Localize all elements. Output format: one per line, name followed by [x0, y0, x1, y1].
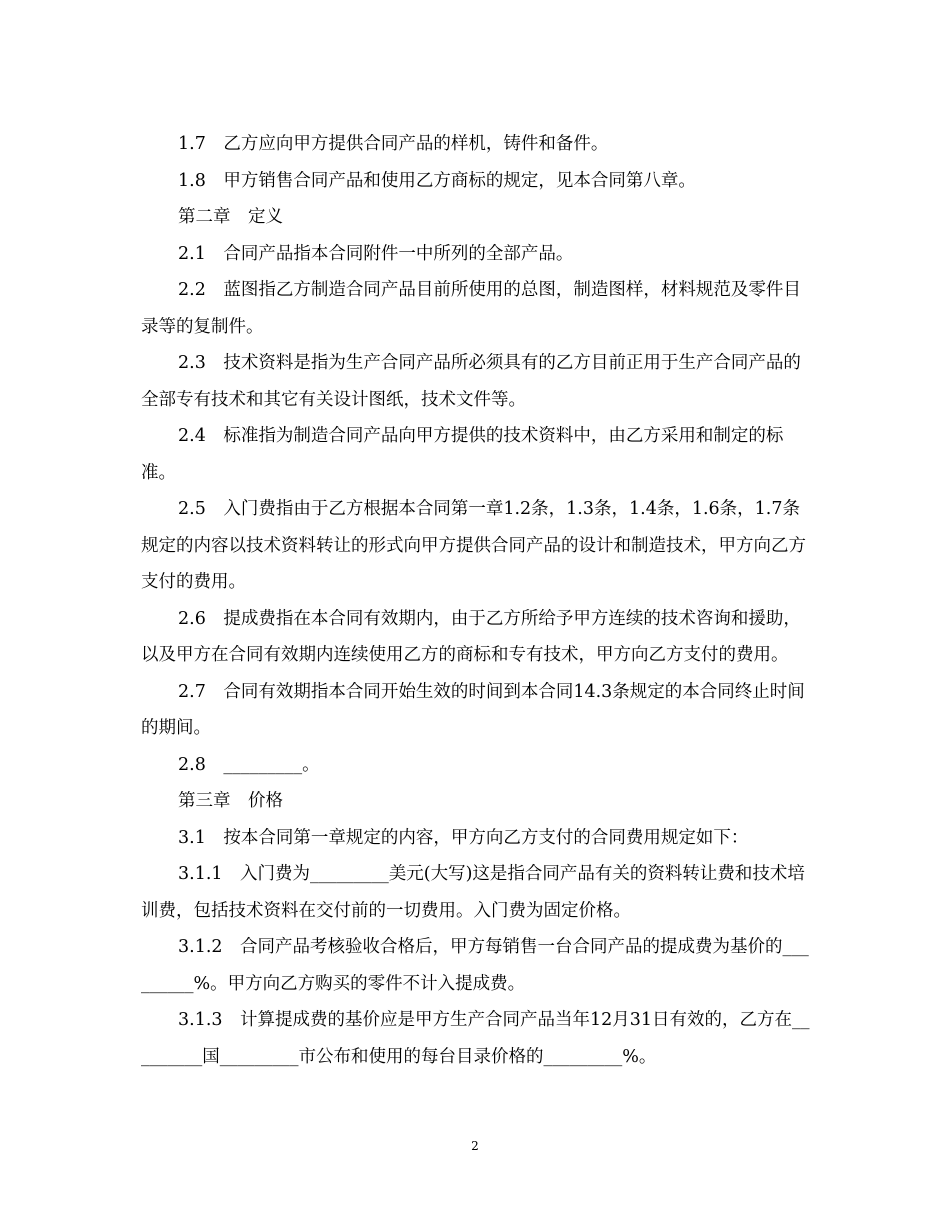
paragraph-2-1: 2.1 合同产品指本合同附件一中所列的全部产品。 [178, 243, 574, 264]
document-body [141, 126, 813, 1075]
paragraph-1-7: 1.7 乙方应向甲方提供合同产品的样机，铸件和备件。 [178, 134, 609, 154]
paragraph-3-1: 3.1 按本合同第一章规定的内容，甲方向乙方支付的合同费用规定如下： [178, 827, 749, 848]
paragraph-2-4: 2.4 标准指为制造合同产品向甲方提供的技术资料中，由乙方采用和制定的标准。 [141, 426, 784, 483]
paragraph-2-2: 2.2 蓝图指乙方制造合同产品目前所使用的总图，制造图样，材料规范及零件目录等的复制件。 [141, 280, 801, 337]
page-number: 2 [471, 1139, 479, 1153]
paragraph-2-3: 2.3 技术资料是指为生产合同产品所必须具有的乙方目前正用于生产合同产品的全部专有技术和其它有关设计图纸，技术文件等。 [141, 353, 801, 410]
paragraph-3-1-2: 3.1.2 合同产品考核验收合格后，甲方每销售一台合同产品的提成费为基价的_________%。甲方向乙方购买的零件不计入提成费。 [141, 937, 809, 994]
paragraph-2-7: 2.7 合同有效期指本合同开始生效的时间到本合同14.3条规定的本合同终止时间的期间。 [141, 681, 805, 738]
paragraph-3-1-1: 3.1.1 入门费为_________美元(大写)这是指合同产品有关的资料转让费和技术培训费，包括技术资料在交付前的一切费用。入门费为固定价格。 [141, 864, 805, 921]
chapter-2-heading: 第二章 定义 [178, 207, 283, 227]
chapter-3-heading: 第三章 价格 [178, 791, 283, 811]
paragraph-2-5: 2.5 入门费指由于乙方根据本合同第一章1.2条，1.3条，1.4条，1.6条，1.7条规定的内容以技术资料转让的形式向甲方提供合同产品的设计和制造技术，甲方向乙方支付的费用。 [141, 499, 806, 592]
paragraph-1-8: 1.8 甲方销售合同产品和使用乙方商标的规定，见本合同第八章。 [178, 170, 696, 191]
paragraph-3-1-3: 3.1.3 计算提成费的基价应是甲方生产合同产品当年12月31日有效的，乙方在_________国_________市公布和使用的每台目录价格的_________%。 [141, 1010, 810, 1067]
paragraph-2-8: 2.8 _________。 [178, 754, 320, 775]
paragraph-2-6: 2.6 提成费指在本合同有效期内，由于乙方所给予甲方连续的技术咨询和援助，以及甲方在合同有效期内连续使用乙方的商标和专有技术，甲方向乙方支付的费用。 [141, 608, 801, 665]
